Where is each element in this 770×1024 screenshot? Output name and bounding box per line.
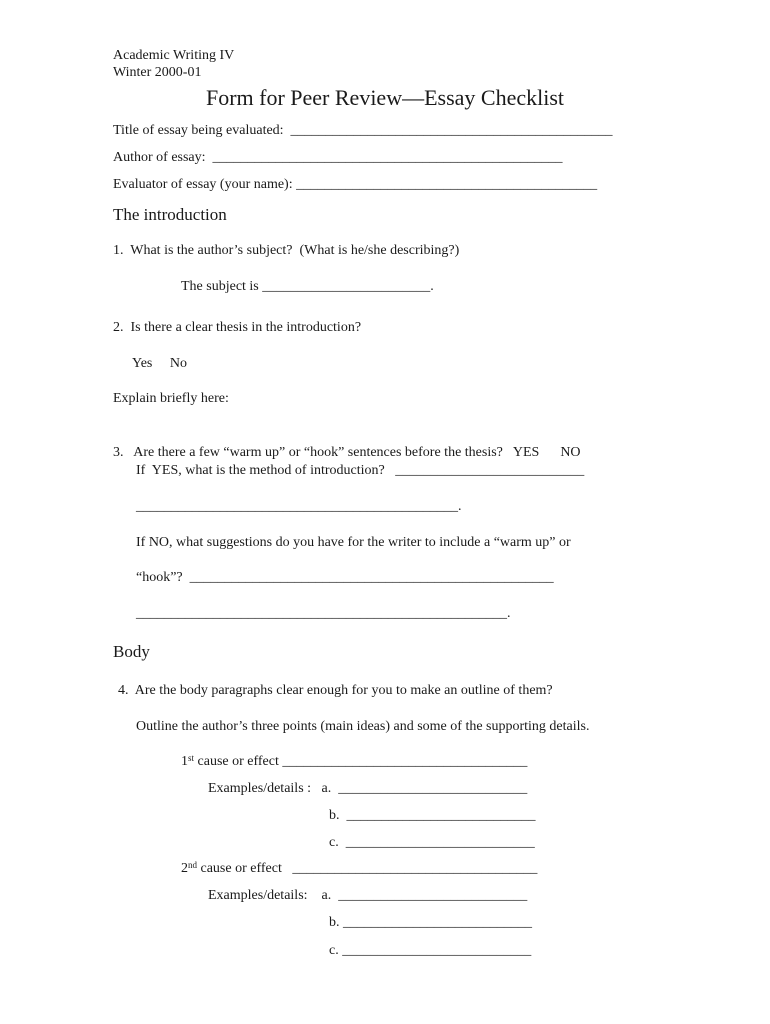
- cause-2-example-b: b. ___________________________: [329, 915, 532, 930]
- page-title: Form for Peer Review—Essay Checklist: [205, 85, 565, 110]
- cause-2-text: cause or effect ___________________________________: [197, 861, 538, 876]
- question-2: 2. Is there a clear thesis in the introduction?: [113, 320, 362, 335]
- question-2-explain: Explain briefly here:: [113, 391, 229, 406]
- cause-1-examples: Examples/details : a. ___________________________: [208, 781, 528, 796]
- course-name: Academic Writing IV: [113, 48, 235, 63]
- question-3: 3. Are there a few “warm up” or “hook” sentences before the thesis? YES NO: [113, 445, 581, 460]
- evaluator-field: Evaluator of essay (your name): ___________________________________________: [113, 177, 598, 192]
- cause-1-label: [181, 755, 527, 769]
- question-3-blank-2: _____________________________________________________.: [136, 606, 511, 621]
- question-4-instruction: Outline the author’s three points (main ideas) and some of the supporting details.: [136, 719, 590, 734]
- cause-2-label: [181, 862, 537, 876]
- question-3-blank-1: ______________________________________________.: [136, 499, 462, 514]
- question-3-if-no: If NO, what suggestions do you have for the writer to include a “warm up” or: [136, 535, 571, 550]
- question-2-options: Yes No: [132, 356, 187, 371]
- author-field: Author of essay: __________________________________________________: [113, 150, 563, 165]
- cause-1-example-b: b. ___________________________: [329, 808, 536, 823]
- question-1: 1. What is the author’s subject? (What is he/she describing?): [113, 243, 460, 258]
- question-3-if-yes: If YES, what is the method of introduction? ___________________________: [136, 463, 585, 478]
- cause-1-number: 1: [181, 754, 188, 769]
- cause-2-suffix: nd: [188, 860, 197, 870]
- term: Winter 2000-01: [113, 65, 202, 80]
- cause-1-suffix: st: [188, 753, 195, 763]
- body-heading: Body: [113, 642, 150, 661]
- cause-2-number: 2: [181, 861, 188, 876]
- question-1-answer: The subject is ________________________.: [181, 279, 434, 294]
- cause-2-example-c: c. ___________________________: [329, 943, 532, 958]
- question-4: 4. Are the body paragraphs clear enough for you to make an outline of them?: [118, 683, 553, 698]
- question-3-hook: “hook”? ____________________________________________________: [136, 570, 554, 585]
- cause-1-text: cause or effect ___________________________________: [194, 754, 528, 769]
- cause-2-examples: Examples/details: a. ___________________________: [208, 888, 528, 903]
- introduction-heading: The introduction: [113, 205, 227, 224]
- cause-1-example-c: c. ___________________________: [329, 835, 535, 850]
- essay-title-field: Title of essay being evaluated: ______________________________________________: [113, 123, 613, 138]
